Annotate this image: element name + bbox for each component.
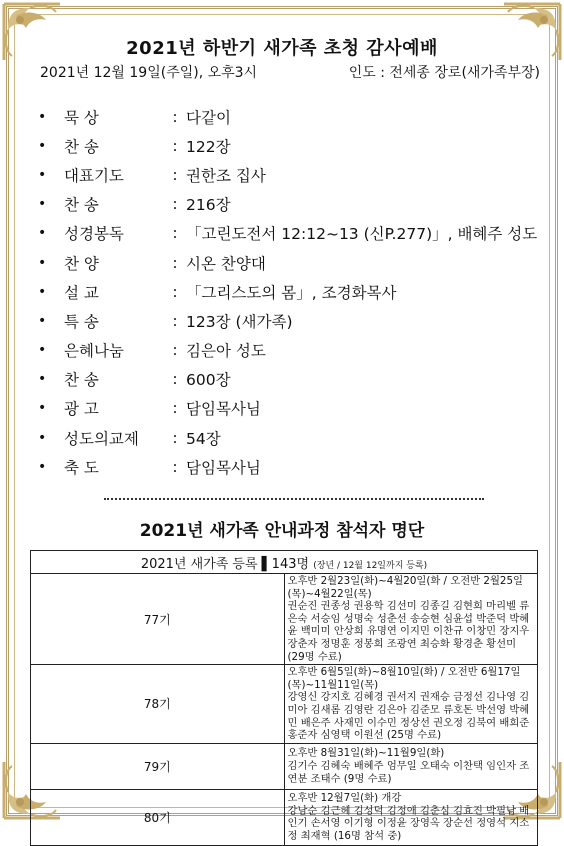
dotted-divider bbox=[104, 498, 484, 500]
order-item: • 축 도 : 담임목사님 bbox=[38, 452, 538, 481]
order-value: 담임목사님 bbox=[186, 400, 261, 419]
order-item: • 찬 양 : 시온 찬양대 bbox=[38, 248, 538, 277]
order-label: 광 고 bbox=[64, 400, 99, 419]
order-label: 축 도 bbox=[64, 458, 99, 477]
order-item: • 찬 송 : 600장 bbox=[38, 365, 538, 394]
order-value: 600장 bbox=[186, 371, 231, 390]
order-value: 123장 (새가족) bbox=[186, 312, 293, 331]
order-item: • 은혜나눔 : 김은아 성도 bbox=[38, 336, 538, 365]
order-label: 찬 송 bbox=[64, 371, 99, 390]
order-label: 특 송 bbox=[64, 312, 99, 331]
order-value: 122장 bbox=[186, 137, 231, 156]
order-item: • 묵 상 : 다같이 bbox=[38, 102, 538, 131]
order-value: 담임목사님 bbox=[186, 458, 261, 477]
order-label: 설 교 bbox=[64, 283, 99, 302]
registration-note: (장년 / 12월 12일까지 등록) bbox=[313, 560, 428, 571]
order-value: 권한조 집사 bbox=[186, 166, 266, 185]
cohort-label: 79기 bbox=[31, 743, 285, 789]
order-item: • 찬 송 : 122장 bbox=[38, 131, 538, 160]
order-value: 다같이 bbox=[186, 108, 231, 127]
table-header bbox=[31, 551, 538, 574]
order-value: 「고린도전서 12:12~13 (신P.277)」, 배혜주 성도 bbox=[186, 225, 538, 244]
cohort-names: 강영신 강지호 김혜경 권서지 권재승 금정선 김나영 김미아 김새롬 김영란 김은아 김준모 류호돈 박선영 박혜민 배은주 사재민 이수민 정상선 권오정 김북여 배희준 홍준자 심영택 이원선 (25명 수료) bbox=[287, 691, 530, 742]
cohort-label: 77기 bbox=[31, 574, 285, 665]
page-title: 2021년 하반기 새가족 초청 감사예배 bbox=[126, 38, 438, 59]
cohort-details bbox=[284, 665, 538, 744]
cohort-names: 권순진 권종성 권용학 김선미 김종길 김현희 마리벨 류은숙 서승임 성명숙 성춘선 송승현 심윤섭 박준덕 박혜윤 백미미 안상희 유명연 이지민 이찬규 이창민 장지우 장춘자 정명훈 정봉희 조광연 최승화 황경춘 황선미 (29명 수료) bbox=[287, 600, 530, 663]
cohort-schedule: 오후반 2월23일(화)~4월20일(화 / 오전반 2월25일(목)~4월22일(목) bbox=[287, 575, 523, 600]
cohort-names: 강남순 김근혜 김성덕 김정애 김춘심 김효진 박필남 배인기 손서영 이기형 이정윤 장영옥 장순선 정영석 지소정 최재혁 (16명 참석 중) bbox=[287, 804, 530, 842]
attendee-table bbox=[30, 550, 538, 846]
order-value: 「그리스도의 몸」, 조경화목사 bbox=[186, 283, 397, 302]
order-value: 216장 bbox=[186, 196, 231, 215]
table-row bbox=[31, 743, 538, 789]
order-label: 성경봉독 bbox=[64, 225, 124, 244]
cohort-schedule: 오후반 12월7일(화) 개강 bbox=[287, 792, 402, 805]
order-of-service bbox=[38, 102, 538, 481]
cohort-label: 78기 bbox=[31, 665, 285, 744]
section-title: 2021년 새가족 안내과정 참석자 명단 bbox=[139, 521, 425, 541]
order-item: • 특 송 : 123장 (새가족) bbox=[38, 306, 538, 335]
order-label: 찬 양 bbox=[64, 254, 99, 273]
order-label: 대표기도 bbox=[64, 166, 124, 185]
cohort-details bbox=[284, 574, 538, 665]
cohort-names: 김기수 김혜숙 배혜주 엄무일 오태숙 이찬택 임인자 조연분 조태수 (9명 수료) bbox=[287, 759, 530, 785]
order-label: 찬 송 bbox=[64, 137, 99, 156]
order-item: • 대표기도 : 권한조 집사 bbox=[38, 160, 538, 189]
order-value: 시온 찬양대 bbox=[186, 254, 266, 273]
order-item: • 광 고 : 담임목사님 bbox=[38, 394, 538, 423]
cohort-schedule: 오후반 6월5일(화)~8월10일(화) / 오전반 6월17일(목)~11월11일(목) bbox=[287, 666, 521, 691]
order-label: 은혜나눔 bbox=[64, 342, 124, 361]
cohort-details bbox=[284, 743, 538, 789]
service-info bbox=[40, 62, 540, 82]
table-header-row bbox=[31, 551, 538, 574]
order-item: • 성경봉독 : 「고린도전서 12:12~13 (신P.277)」, 배혜주 성도 bbox=[38, 224, 538, 244]
table-row bbox=[31, 789, 538, 845]
cohort-label: 80기 bbox=[31, 789, 285, 845]
order-label: 성도의교제 bbox=[64, 429, 139, 448]
cohort-details bbox=[284, 789, 538, 845]
order-value: 김은아 성도 bbox=[186, 342, 266, 361]
table-row bbox=[31, 665, 538, 744]
table-row bbox=[31, 574, 538, 665]
cohort-schedule: 오후반 8월31일(화)~11월9일(화) bbox=[287, 747, 445, 760]
order-label: 묵 상 bbox=[64, 108, 99, 127]
order-item: • 찬 송 : 216장 bbox=[38, 190, 538, 219]
order-item: • 성도의교제 : 54장 bbox=[38, 423, 538, 452]
order-value: 54장 bbox=[186, 429, 221, 448]
service-leader: 인도 : 전세종 장로(새가족부장) bbox=[348, 65, 540, 81]
registration-summary: 2021년 새가족 등록 ▌143명 bbox=[140, 556, 310, 572]
order-label: 찬 송 bbox=[64, 196, 99, 215]
order-item: • 설 교 : 「그리스도의 몸」, 조경화목사 bbox=[38, 277, 538, 306]
service-date: 2021년 12월 19일(주일), 오후3시 bbox=[40, 65, 258, 81]
